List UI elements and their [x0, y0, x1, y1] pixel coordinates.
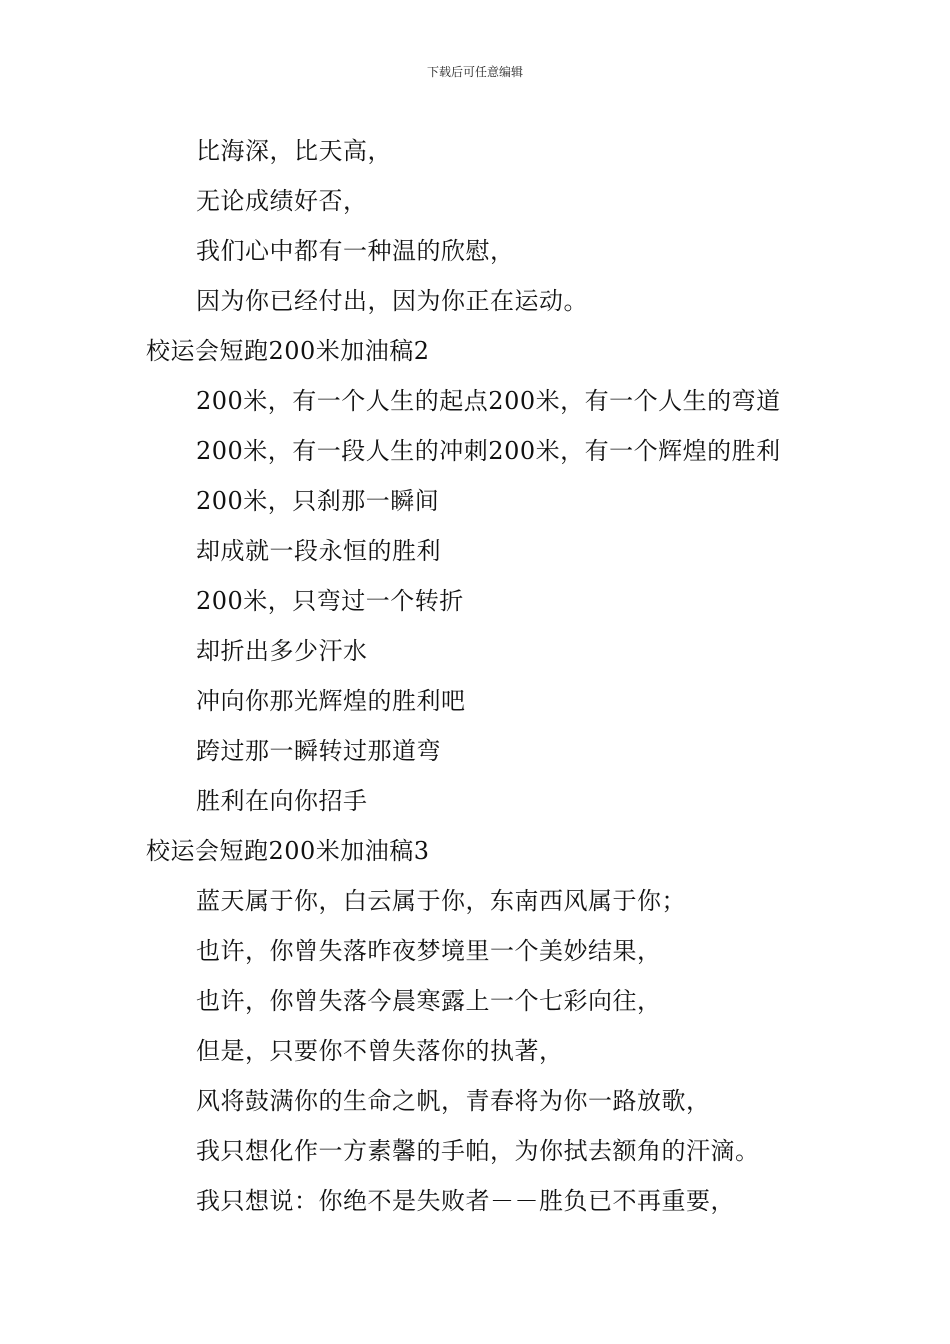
text-line: 我们心中都有一种温的欣慰， — [196, 237, 515, 265]
text-line: 也许，你曾失落今晨寒露上一个七彩向往， — [196, 987, 662, 1015]
text-line: 200米，有一段人生的冲刺200米，有一个辉煌的胜利 — [196, 437, 781, 465]
text-line: 200米，只弯过一个转折 — [196, 587, 464, 615]
text-line: 也许，你曾失落昨夜梦境里一个美妙结果， — [196, 937, 662, 965]
text-line: 无论成绩好否， — [196, 187, 368, 215]
text-line: 胜利在向你招手 — [196, 787, 368, 815]
document-body — [0, 126, 950, 1226]
text-line: 比海深，比天高， — [196, 137, 392, 165]
page-header: 下载后可任意编辑 — [426, 65, 523, 79]
text-line: 200米，有一个人生的起点200米，有一个人生的弯道 — [196, 387, 781, 415]
text-line: 跨过那一瞬转过那道弯 — [196, 737, 441, 765]
section-heading: 校运会短跑200米加油稿3 — [146, 837, 430, 865]
section-heading: 校运会短跑200米加油稿2 — [146, 337, 430, 365]
text-line: 因为你已经付出，因为你正在运动。 — [196, 287, 588, 315]
text-line: 但是，只要你不曾失落你的执著， — [196, 1037, 564, 1065]
text-line: 我只想化作一方素馨的手帕，为你拭去额角的汗滴。 — [196, 1137, 760, 1165]
text-line: 我只想说：你绝不是失败者－－胜负已不再重要， — [196, 1187, 735, 1215]
text-line: 却成就一段永恒的胜利 — [196, 537, 441, 565]
text-line: 却折出多少汗水 — [196, 637, 368, 665]
text-line: 200米，只刹那一瞬间 — [196, 487, 440, 515]
text-line: 冲向你那光辉煌的胜利吧 — [196, 687, 466, 715]
text-line: 风将鼓满你的生命之帆，青春将为你一路放歌， — [196, 1087, 711, 1115]
text-line: 蓝天属于你，白云属于你，东南西风属于你； — [196, 887, 686, 915]
